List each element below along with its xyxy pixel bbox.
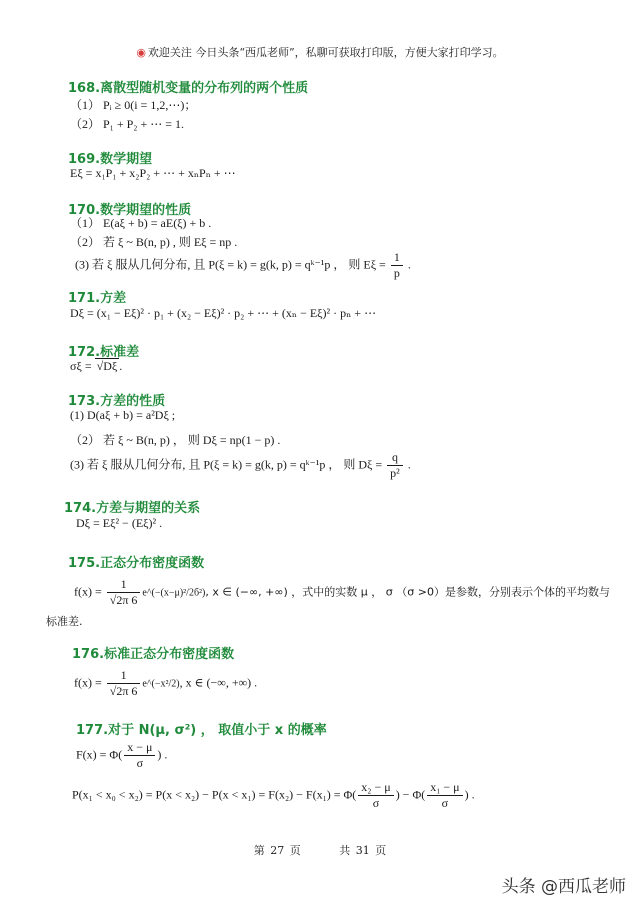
- page-total: 共 31 页: [339, 844, 387, 857]
- std-density-domain: , x ∈ (−∞, +∞) .: [179, 675, 258, 690]
- sigma-end: .: [119, 359, 123, 373]
- fraction-denominator: p: [393, 266, 400, 280]
- fraction-numerator: x − μ: [124, 740, 155, 756]
- section-175-title: 175.正态分布密度函数: [68, 556, 205, 571]
- section-169-title: 169.数学期望: [68, 152, 153, 167]
- sigma-label: σξ =: [70, 359, 95, 373]
- cdf-lhs: F(x) = Φ(: [76, 747, 123, 762]
- section-174-title: 174.方差与期望的关系: [64, 501, 201, 516]
- radicand: Dξ: [103, 359, 118, 373]
- section-170-fraction: [391, 250, 403, 281]
- fraction-numerator: x₁ − μ: [427, 780, 462, 796]
- watermark: 头条 @西瓜老师: [501, 877, 626, 897]
- section-173-title: 173.方差的性质: [68, 394, 166, 409]
- section-175-line-1: [74, 577, 610, 608]
- section-172-title: 172.标准差: [68, 345, 140, 360]
- section-177-line-1: [76, 740, 167, 771]
- section-177-title: 177.对于 N(μ, σ²) ， 取值小于 x 的概率: [76, 723, 327, 738]
- std-density-exponent: e^(−x²/2): [142, 678, 180, 690]
- section-168-line-1: （1） Pᵢ ≥ 0(i = 1,2,⋯)；: [70, 98, 197, 112]
- top-banner: [0, 44, 640, 60]
- density-description: , x ∈ (−∞, +∞) ，式中的实数 μ ， σ （σ >0）是参数，分别表示个体的平均数与: [205, 585, 610, 599]
- interval-end: ) .: [464, 787, 475, 802]
- fraction-numerator: x₂ − μ: [358, 780, 393, 796]
- section-173-line-2: （2） 若 ξ ~ B(n, p) ， 则 Dξ = np(1 − p) .: [70, 433, 281, 447]
- section-168-title: 168.离散型随机变量的分布列的两个性质: [68, 81, 309, 96]
- density-fraction: [107, 577, 141, 608]
- section-171-line-1: Dξ = (x₁ − Eξ)² · p₁ + (x₂ − Eξ)² · p₂ + ⋯ + (xₙ − Eξ)² · pₙ + ⋯: [70, 306, 377, 320]
- interval-probability: P(x₁ < x₀ < x₂) = P(x < x₂) − P(x < x₁) = F(x₂) − F(x₁) = Φ(: [72, 787, 357, 802]
- section-169-line-1: Eξ = x₁P₁ + x₂P₂ + ⋯ + xₙPₙ + ⋯: [70, 166, 236, 180]
- std-density-fraction: [107, 668, 141, 699]
- section-170-line-3-text: (3) 若 ξ 服从几何分布, 且 P(ξ = k) = g(k, p) = qᵏ⁻¹p ， 则 Eξ =: [75, 257, 386, 272]
- cdf-fraction: [124, 740, 155, 771]
- fraction-denominator: √2π 6: [109, 593, 138, 607]
- fraction-denominator: p²: [390, 466, 400, 480]
- fraction-denominator: σ: [441, 796, 449, 810]
- banner-text: 欢迎关注 今日头条“西瓜老师”，私聊可获取打印版，方便大家打印学习。: [147, 46, 504, 59]
- section-170-line-2: （2） 若 ξ ~ B(n, p) , 则 Eξ = np .: [70, 235, 238, 249]
- section-175-line-2: 标准差.: [46, 615, 83, 628]
- section-173-fraction: [387, 450, 403, 481]
- section-170-line-3: [75, 250, 411, 281]
- section-176-line-1: [74, 668, 257, 699]
- page-number: 第 27 页: [253, 844, 301, 857]
- watermelon-icon: ◉: [136, 46, 146, 59]
- section-172-line-1: [70, 359, 122, 374]
- section-173-line-3-end: .: [407, 457, 411, 472]
- density-lhs: f(x) =: [74, 584, 102, 599]
- section-173-line-3: [70, 450, 411, 481]
- section-170-line-3-end: .: [407, 257, 411, 272]
- interval-fraction-2: [427, 780, 462, 811]
- section-173-line-3-text: (3) 若 ξ 服从几何分布, 且 P(ξ = k) = g(k, p) = qᵏ⁻¹p ， 则 Dξ =: [70, 457, 383, 472]
- square-root: √Dξ: [96, 359, 118, 373]
- section-174-line-1: Dξ = Eξ² − (Eξ)² .: [76, 516, 163, 530]
- cdf-end: ) .: [157, 747, 168, 762]
- section-173-line-1: (1) D(aξ + b) = a²Dξ ;: [70, 408, 176, 422]
- fraction-denominator: σ: [372, 796, 380, 810]
- interval-minus: ) − Φ(: [395, 787, 426, 802]
- fraction-numerator: 1: [107, 577, 141, 593]
- interval-fraction-1: [358, 780, 393, 811]
- section-177-line-2: [72, 780, 475, 811]
- section-168-line-2: （2） P₁ + P₂ + ⋯ = 1.: [70, 117, 185, 131]
- fraction-numerator: 1: [391, 250, 403, 266]
- density-exponent: e^(−(x−μ)²/2б²): [142, 587, 206, 599]
- fraction-denominator: √2π 6: [109, 684, 138, 698]
- fraction-numerator: q: [387, 450, 403, 466]
- std-density-lhs: f(x) =: [74, 675, 102, 690]
- fraction-numerator: 1: [107, 668, 141, 684]
- section-170-title: 170.数学期望的性质: [68, 203, 192, 218]
- section-176-title: 176.标准正态分布密度函数: [72, 647, 235, 662]
- section-171-title: 171.方差: [68, 291, 127, 306]
- section-170-line-1: （1） E(aξ + b) = aE(ξ) + b .: [70, 216, 212, 230]
- page-footer: [0, 842, 640, 858]
- fraction-denominator: σ: [136, 756, 144, 770]
